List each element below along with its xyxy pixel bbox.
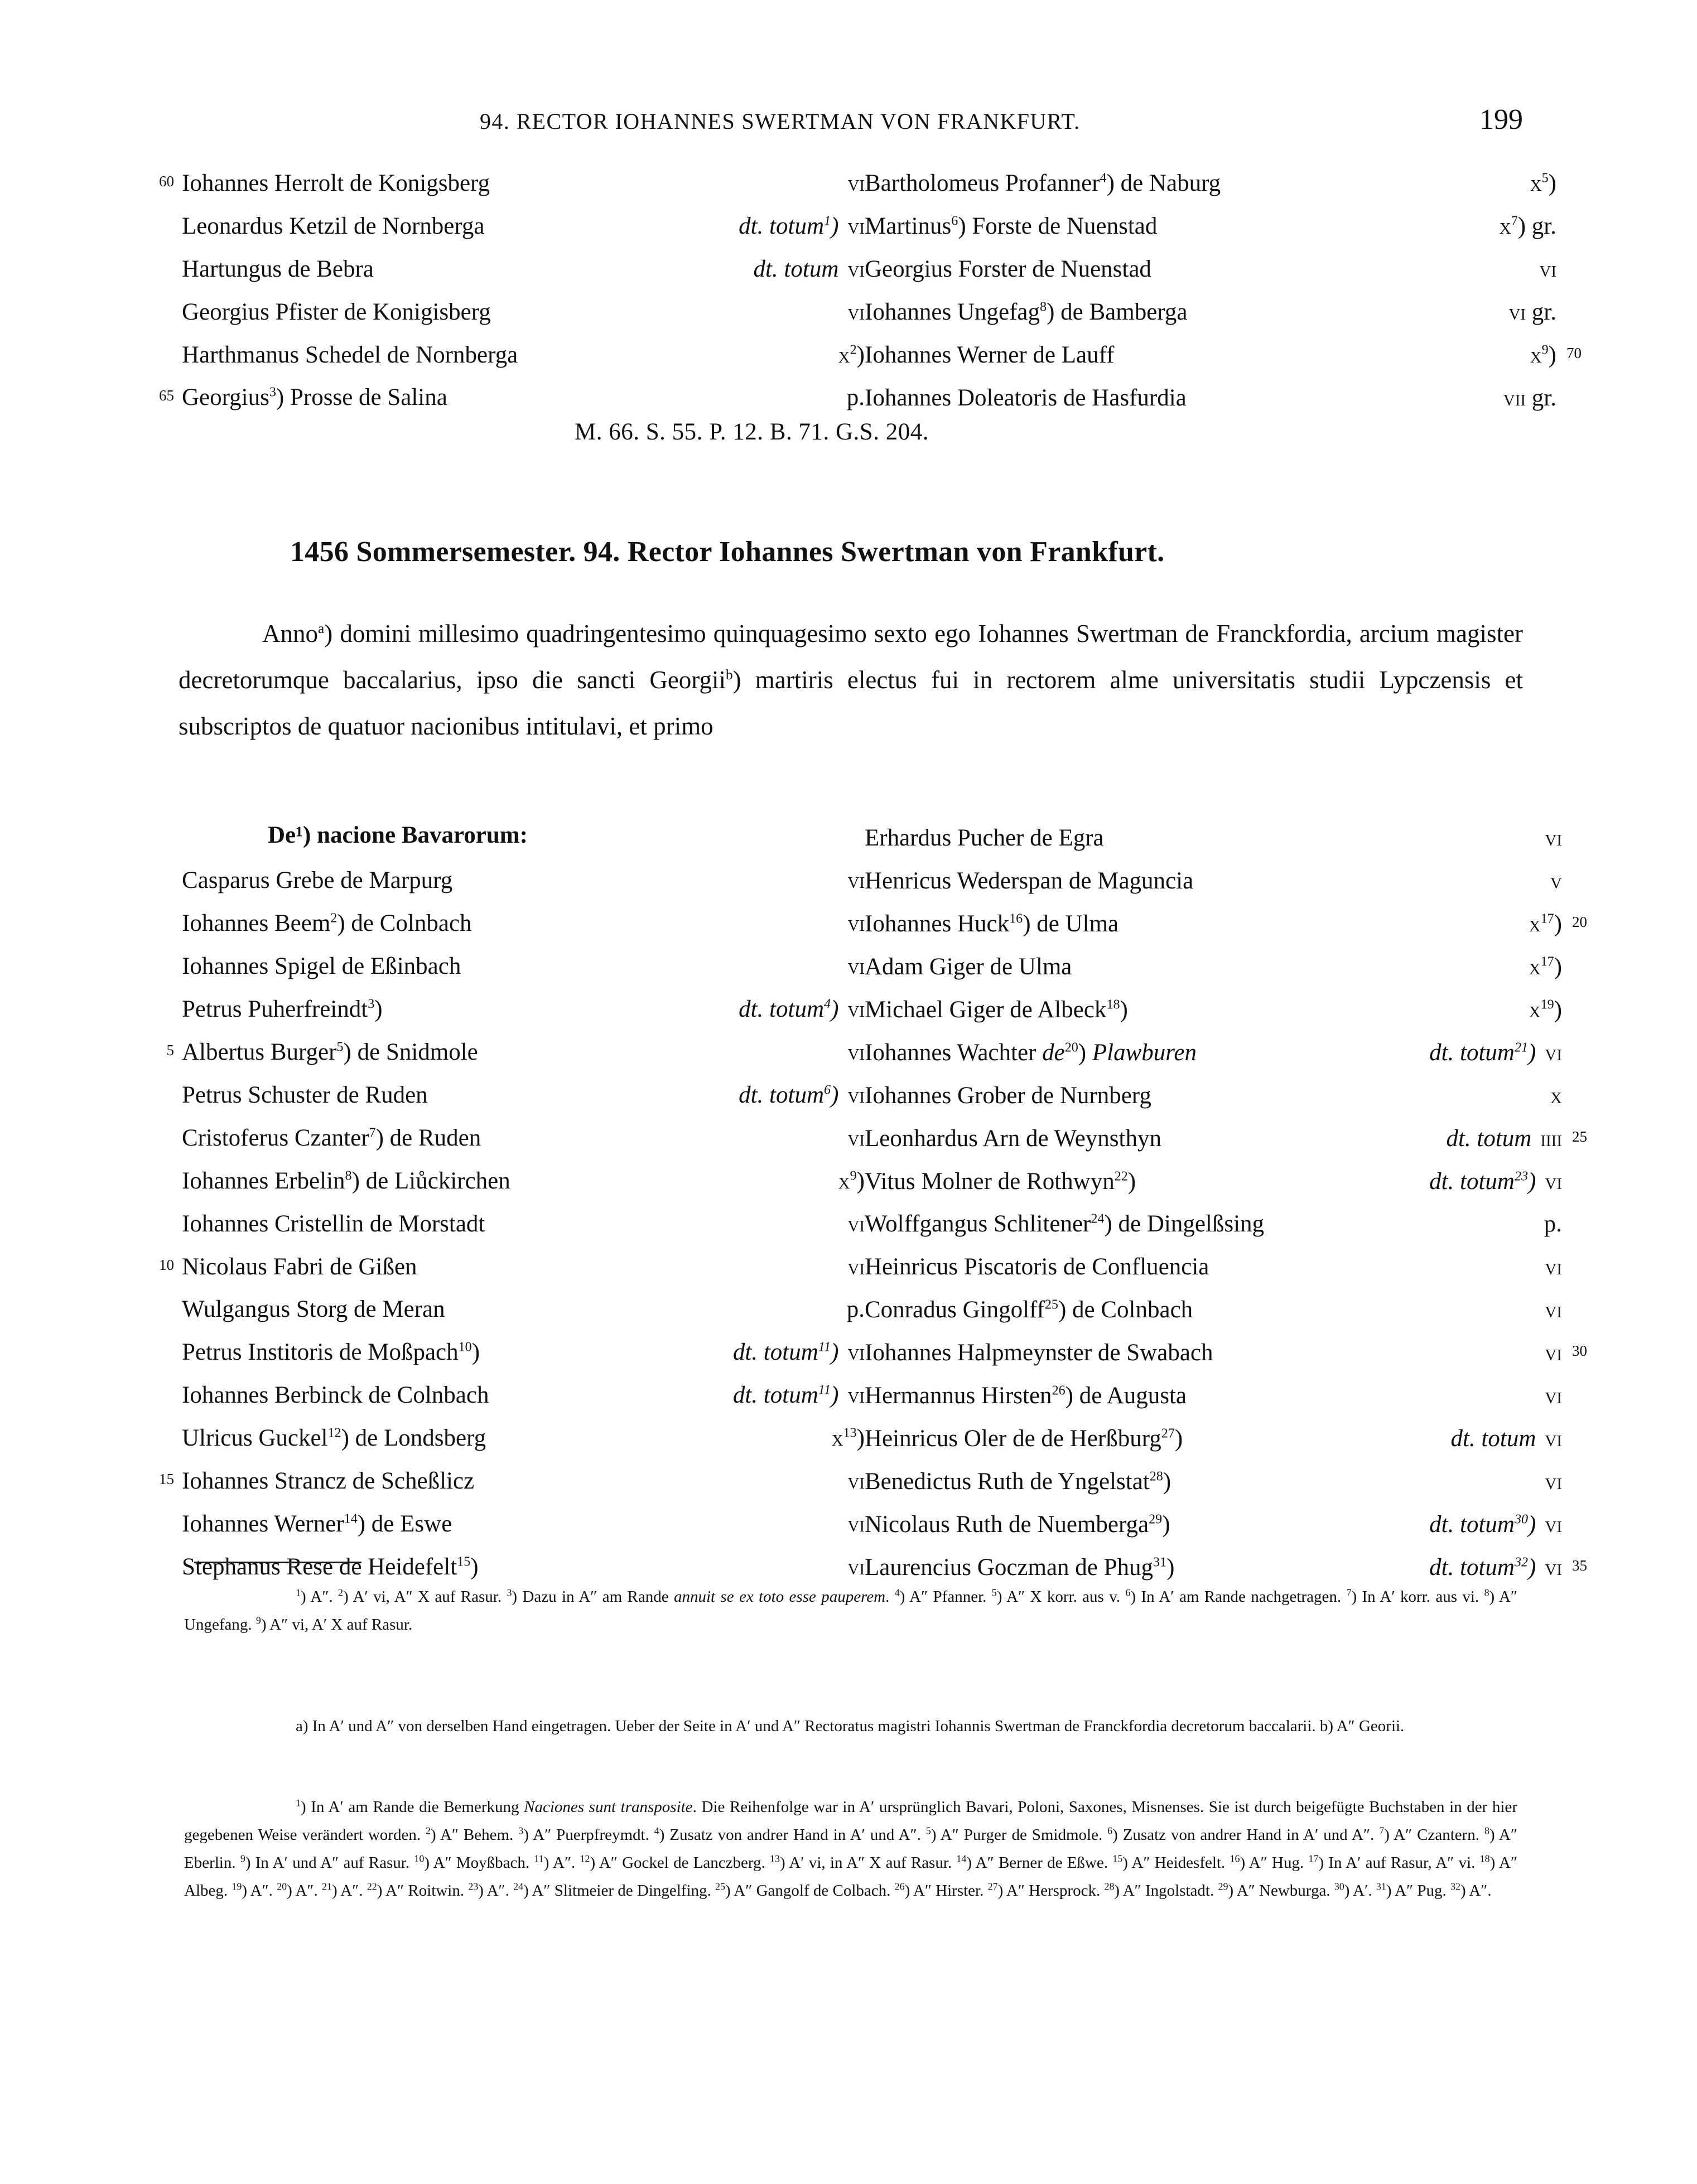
top-list-left-column xyxy=(139,162,865,419)
entry-fee: vi xyxy=(847,1382,865,1408)
entry-payment-note: dt. totum xyxy=(753,256,839,282)
entry-row xyxy=(139,1288,865,1331)
entry-name: Hartungus de Bebra xyxy=(182,256,374,282)
main-list-left-column xyxy=(139,859,865,1588)
entry-row xyxy=(139,859,865,902)
entry-name: Iohannes Spigel de Eßinbach xyxy=(182,953,461,979)
intro-paragraph xyxy=(179,611,1523,750)
entry-name: Nicolaus Fabri de Gißen xyxy=(182,1254,417,1280)
entry-name: Iohannes Huck$^{16}$) de Ulma xyxy=(865,911,1119,937)
entry-payment-note: dt. totum$^{30}$) xyxy=(1429,1511,1536,1538)
entry-line-number: 35 xyxy=(1572,1557,1587,1574)
entry-fee: vi xyxy=(1539,256,1556,282)
entry-name: Iohannes Erbelin$^8$) de Liůckirchen xyxy=(182,1168,510,1194)
entry-name: Henricus Wederspan de Maguncia xyxy=(865,868,1194,894)
entry-name: Iohannes Wachter $de^{20}$) Plawburen xyxy=(865,1040,1197,1066)
section-heading: 1456 Sommersemester. 94. Rector Iohannes Swertman von Frankfurt. xyxy=(290,536,1165,568)
entry-fee: x xyxy=(1550,1083,1562,1108)
entry-row xyxy=(139,1417,865,1460)
footnote-block-letters xyxy=(184,1712,1517,1740)
entry-row xyxy=(139,1117,865,1159)
entry-row xyxy=(139,205,865,248)
entry-fee: vi xyxy=(1545,1340,1562,1365)
top-list-right-column xyxy=(865,162,1595,419)
entry-row xyxy=(865,1074,1601,1117)
entry-line-number: 30 xyxy=(1572,1342,1587,1359)
entry-fee: vii gr. xyxy=(1503,385,1556,411)
entry-fee: $x^{17}$) xyxy=(1529,954,1562,980)
entry-name: Iohannes Ungefag$^8$) de Bamberga xyxy=(865,299,1188,325)
entry-fee: vi xyxy=(847,910,865,936)
entry-name: Petrus Puherfreindt$^3$) xyxy=(182,996,383,1022)
footnote-block-numeric-bottom xyxy=(184,1793,1517,1905)
intro-paragraph-text: Anno$^a$) domini millesimo quadringentesimo quinquagesimo sexto ego Iohannes Swertman de Franckfordia, arcium magister decretorumque baccalarius, ipso die sancti Georgii$^b$) martiris electus fui in rectorem alme universitatis studii Lypczensis et subscriptos de quatuor nacionibus intitulavi, et primo xyxy=(179,620,1523,740)
entry-fee: vi xyxy=(847,299,865,325)
entry-payment-note: dt. totum$^4$) xyxy=(739,996,839,1022)
entry-row xyxy=(865,816,1601,859)
entry-name: Harthmanus Schedel de Nornberga xyxy=(182,342,518,368)
page-number: 199 xyxy=(1479,104,1523,136)
entry-name: Martinus$^6$) Forste de Nuenstad xyxy=(865,213,1158,239)
entry-payment-note: dt. totum xyxy=(1450,1426,1536,1452)
entry-row xyxy=(139,162,865,205)
entry-row xyxy=(139,1031,865,1074)
entry-fee: vi xyxy=(847,1125,865,1151)
entry-name: Nicolaus Ruth de Nuemberga$^{29}$) xyxy=(865,1511,1170,1538)
entry-fee: vi xyxy=(847,170,865,196)
entry-fee: vi xyxy=(847,996,865,1022)
entry-row xyxy=(865,1460,1601,1503)
entry-row xyxy=(865,988,1601,1031)
entry-name: Michael Giger de Albeck$^{18}$) xyxy=(865,997,1128,1023)
entry-name: Petrus Schuster de Ruden xyxy=(182,1082,428,1108)
entry-row xyxy=(139,1074,865,1117)
entry-name: Georgius$^3$) Prosse de Salina xyxy=(182,384,447,410)
entry-fee: vi gr. xyxy=(1508,299,1556,325)
entry-row xyxy=(139,1331,865,1374)
entry-line-number: 25 xyxy=(1572,1128,1587,1145)
entry-fee: $x^{19}$) xyxy=(1529,997,1562,1023)
entry-fee: $x^{13}$) xyxy=(831,1425,865,1451)
entry-row xyxy=(865,1245,1601,1288)
entry-payment-note: dt. totum$^6$) xyxy=(739,1082,839,1108)
entry-row xyxy=(139,1159,865,1202)
entry-fee: p. xyxy=(846,1296,865,1322)
entry-name: Iohannes Werner$^{14}$) de Eswe xyxy=(182,1511,452,1537)
entry-fee: vi xyxy=(1545,1383,1562,1408)
entry-name: Hermannus Hirsten$^{26}$) de Augusta xyxy=(865,1383,1187,1409)
entry-name: Wolffgangus Schlitener$^{24}$) de Dingelßsing xyxy=(865,1211,1265,1237)
entry-row xyxy=(865,334,1595,376)
entry-name: Iohannes Herrolt de Konigsberg xyxy=(182,170,490,196)
entry-name: Iohannes Berbinck de Colnbach xyxy=(182,1382,489,1408)
entry-row xyxy=(139,1502,865,1545)
entry-row xyxy=(865,859,1601,902)
entry-fee: p. xyxy=(1544,1211,1562,1237)
entry-line-number: 10 xyxy=(159,1257,174,1273)
entry-name: Iohannes Halpmeynster de Swabach xyxy=(865,1340,1213,1366)
entry-line-number: 15 xyxy=(159,1471,174,1487)
footnote-separator-rule xyxy=(194,1562,361,1563)
entry-fee: vi xyxy=(847,1468,865,1494)
entry-fee: vi xyxy=(847,1554,865,1579)
entry-fee: vi xyxy=(847,1082,865,1108)
entry-row xyxy=(865,1160,1601,1203)
entry-fee: p. xyxy=(846,384,865,410)
entry-fee: vi xyxy=(1545,1040,1562,1065)
nation-heading: De¹) nacione Bavarorum: xyxy=(268,822,528,848)
entry-payment-note: dt. totum$^{21}$) xyxy=(1429,1040,1536,1066)
entry-name: Iohannes Beem$^2$) de Colnbach xyxy=(182,910,472,936)
entry-name: Iohannes Strancz de Scheßlicz xyxy=(182,1468,475,1494)
entry-fee: $x^{17}$) xyxy=(1529,911,1562,937)
entry-name: Bartholomeus Profanner$^4$) de Naburg xyxy=(865,170,1221,196)
entry-name: Iohannes Cristellin de Morstadt xyxy=(182,1211,485,1237)
entry-name: Albertus Burger$^5$) de Snidmole xyxy=(182,1039,478,1065)
entry-row xyxy=(865,1374,1601,1417)
entry-fee: vi xyxy=(1545,1554,1562,1580)
entry-name: Wulgangus Storg de Meran xyxy=(182,1296,445,1322)
entry-row xyxy=(139,291,865,334)
footnote-block-numeric-top xyxy=(184,1583,1517,1639)
entry-fee: $x^9$) xyxy=(1530,342,1556,368)
entry-name: Adam Giger de Ulma xyxy=(865,954,1072,980)
entry-name: Conradus Gingolff$^{25}$) de Colnbach xyxy=(865,1297,1193,1323)
entry-fee: iiii xyxy=(1540,1125,1562,1151)
entry-fee: vi xyxy=(847,1511,865,1536)
entry-row xyxy=(139,334,865,376)
entry-name: Georgius Pfister de Konigisberg xyxy=(182,299,491,325)
entry-row xyxy=(865,902,1601,945)
entry-row xyxy=(865,1503,1601,1546)
entry-fee: vi xyxy=(1545,1168,1562,1194)
entry-name: Ulricus Guckel$^{12}$) de Londsberg xyxy=(182,1425,486,1451)
entry-row xyxy=(139,1545,865,1588)
entry-fee: vi xyxy=(1545,1426,1562,1451)
entry-fee: vi xyxy=(1545,1468,1562,1494)
entry-row xyxy=(139,902,865,945)
totals-line: M. 66. S. 55. P. 12. B. 71. G.S. 204. xyxy=(575,419,929,445)
entry-row xyxy=(865,291,1595,334)
entry-name: Vitus Molner de Rothwyn$^{22}$) xyxy=(865,1168,1136,1195)
main-list-right-wrapper xyxy=(865,816,1601,1589)
entry-name: Heinricus Piscatoris de Confluencia xyxy=(865,1254,1209,1280)
footnote-text-numeric-bottom: $^1$) In A′ am Rande die Bemerkung Naciones sunt transposite. Die Reihenfolge war in A′ ursprünglich Bavari, Poloni, Saxones, Misnenses. Sie ist durch beigefügte Buchstaben in der hier gegebenen Weise verändert worden. $^2$) A″ Behem. $^3$) A″ Puerpfreymdt. $^4$) Zusatz von andrer Hand in A′ und A″. $^5$) A″ Purger de Smidmole. $^6$) Zusatz von andrer Hand in A′ und A″. $^7$) A″ Czantern. $^8$) A″ Eberlin. $^9$) In A′ und A″ auf Rasur. $^{10}$) A″ Moyßbach. $^{11}$) A″. $^{12}$) A″ Gockel de Lanczberg. $^{13}$) A′ vi, in A″ X auf Rasur. $^{14}$) A″ Berner de Eßwe. $^{15}$) A″ Heidesfelt. $^{16}$) A″ Hug. $^{17}$) In A′ auf Rasur, A″ vi. $^{18}$) A″ Albeg. $^{19}$) A″. $^{20}$) A″. $^{21}$) A″. $^{22}$) A″ Roitwin. $^{23}$) A″. $^{24}$) A″ Slitmeier de Dingelfing. $^{25}$) A″ Gangolf de Colbach. $^{26}$) A″ Hirster. $^{27}$) A″ Hersprock. $^{28}$) A″ Ingolstadt. $^{29}$) A″ Newburga. $^{30}$) A′. $^{31}$) A″ Pug. $^{32}$) A″. xyxy=(184,1797,1518,1900)
entry-name: Stephanus Rese de Heidefelt$^{15}$) xyxy=(182,1554,479,1580)
entry-row xyxy=(139,1460,865,1502)
entry-line-number: 65 xyxy=(159,387,174,404)
entry-name: Iohannes Doleatoris de Hasfurdia xyxy=(865,385,1187,411)
entry-fee: vi xyxy=(847,1254,865,1279)
entry-fee: vi xyxy=(847,867,865,893)
entry-line-number: 20 xyxy=(1572,914,1587,930)
entry-fee: $x^9$) xyxy=(838,1168,865,1194)
entry-row xyxy=(139,945,865,988)
entry-name: Leonardus Ketzil de Nornberga xyxy=(182,213,485,239)
entry-row xyxy=(865,1288,1601,1331)
entry-row xyxy=(865,1331,1601,1374)
entry-line-number: 60 xyxy=(159,173,174,190)
entry-fee: vi xyxy=(847,1211,865,1236)
footnote-text-numeric-top: $^1$) A″. $^2$) A′ vi, A″ X auf Rasur. $^3$) Dazu in A″ am Rande annuit se ex toto esse pauperem. $^4$) A″ Pfanner. $^5$) A″ X korr. aus v. $^6$) In A′ am Rande nachgetragen. $^7$) In A′ korr. aus vi. $^8$) A″ Ungefang. $^9$) A″ vi, A′ X auf Rasur. xyxy=(184,1587,1517,1634)
top-entry-list xyxy=(139,162,1595,419)
entry-fee: vi xyxy=(847,1039,865,1065)
entry-row xyxy=(865,205,1595,248)
entry-name: Erhardus Pucher de Egra xyxy=(865,825,1104,851)
entry-fee: vi xyxy=(1545,825,1562,851)
entry-row xyxy=(865,248,1595,291)
entry-payment-note: dt. totum$^1$) xyxy=(739,213,839,239)
entry-row xyxy=(865,1203,1601,1245)
entry-row xyxy=(139,376,865,419)
running-head xyxy=(184,103,1523,136)
entry-name: Iohannes Werner de Lauff xyxy=(865,342,1115,368)
entry-row xyxy=(865,1117,1601,1160)
entry-fee: v xyxy=(1550,868,1562,893)
entry-payment-note: dt. totum$^{11}$) xyxy=(732,1382,839,1408)
entry-fee: vi xyxy=(1545,1511,1562,1537)
entry-name: Cristoferus Czanter$^7$) de Ruden xyxy=(182,1125,481,1151)
entry-line-number: 5 xyxy=(166,1042,174,1059)
entry-line-number: 70 xyxy=(1566,345,1582,361)
entry-row xyxy=(865,376,1595,419)
entry-fee: vi xyxy=(847,953,865,979)
footnote-text-letters: a) In A′ und A″ von derselben Hand eingetragen. Ueber der Seite in A′ und A″ Rectoratus magistri Iohannis Swertman de Franckfordia decretorum baccalarii. b) A″ Georii. xyxy=(296,1717,1405,1735)
entry-row xyxy=(139,988,865,1031)
entry-row xyxy=(139,1374,865,1417)
entry-row xyxy=(139,1245,865,1288)
entry-payment-note: dt. totum xyxy=(1446,1125,1532,1152)
entry-fee: $x^7$) gr. xyxy=(1499,213,1556,239)
entry-fee: vi xyxy=(847,1339,865,1365)
entry-fee: $x^5$) xyxy=(1530,170,1556,196)
main-list-right-entries xyxy=(865,816,1601,1589)
entry-name: Petrus Institoris de Moßpach$^{10}$) xyxy=(182,1339,480,1365)
entry-payment-note: dt. totum$^{23}$) xyxy=(1429,1168,1536,1195)
entry-row xyxy=(865,945,1601,988)
entry-row xyxy=(865,162,1595,205)
entry-fee: $x^2$) xyxy=(838,342,865,368)
entry-name: Georgius Forster de Nuenstad xyxy=(865,256,1151,282)
entry-name: Laurencius Goczman de Phug$^{31}$) xyxy=(865,1554,1175,1581)
entry-fee: vi xyxy=(847,213,865,239)
entry-fee: vi xyxy=(847,256,865,282)
entry-name: Iohannes Grober de Nurnberg xyxy=(865,1083,1151,1109)
entry-row xyxy=(865,1031,1601,1074)
running-head-title: 94. RECTOR IOHANNES SWERTMAN VON FRANKFURT. xyxy=(480,109,1081,134)
entry-name: Leonhardus Arn de Weynsthyn xyxy=(865,1125,1161,1152)
entry-row xyxy=(865,1417,1601,1460)
entry-row xyxy=(139,1202,865,1245)
entry-name: Heinricus Oler de de Herßburg$^{27}$) xyxy=(865,1426,1183,1452)
entry-fee: vi xyxy=(1545,1297,1562,1322)
main-entry-list xyxy=(139,859,865,1588)
entry-name: Casparus Grebe de Marpurg xyxy=(182,867,453,893)
entry-row xyxy=(139,248,865,291)
entry-name: Benedictus Ruth de Yngelstat$^{28}$) xyxy=(865,1468,1171,1495)
entry-fee: vi xyxy=(1545,1254,1562,1279)
entry-payment-note: dt. totum$^{32}$) xyxy=(1429,1554,1536,1581)
entry-payment-note: dt. totum$^{11}$) xyxy=(732,1339,839,1365)
